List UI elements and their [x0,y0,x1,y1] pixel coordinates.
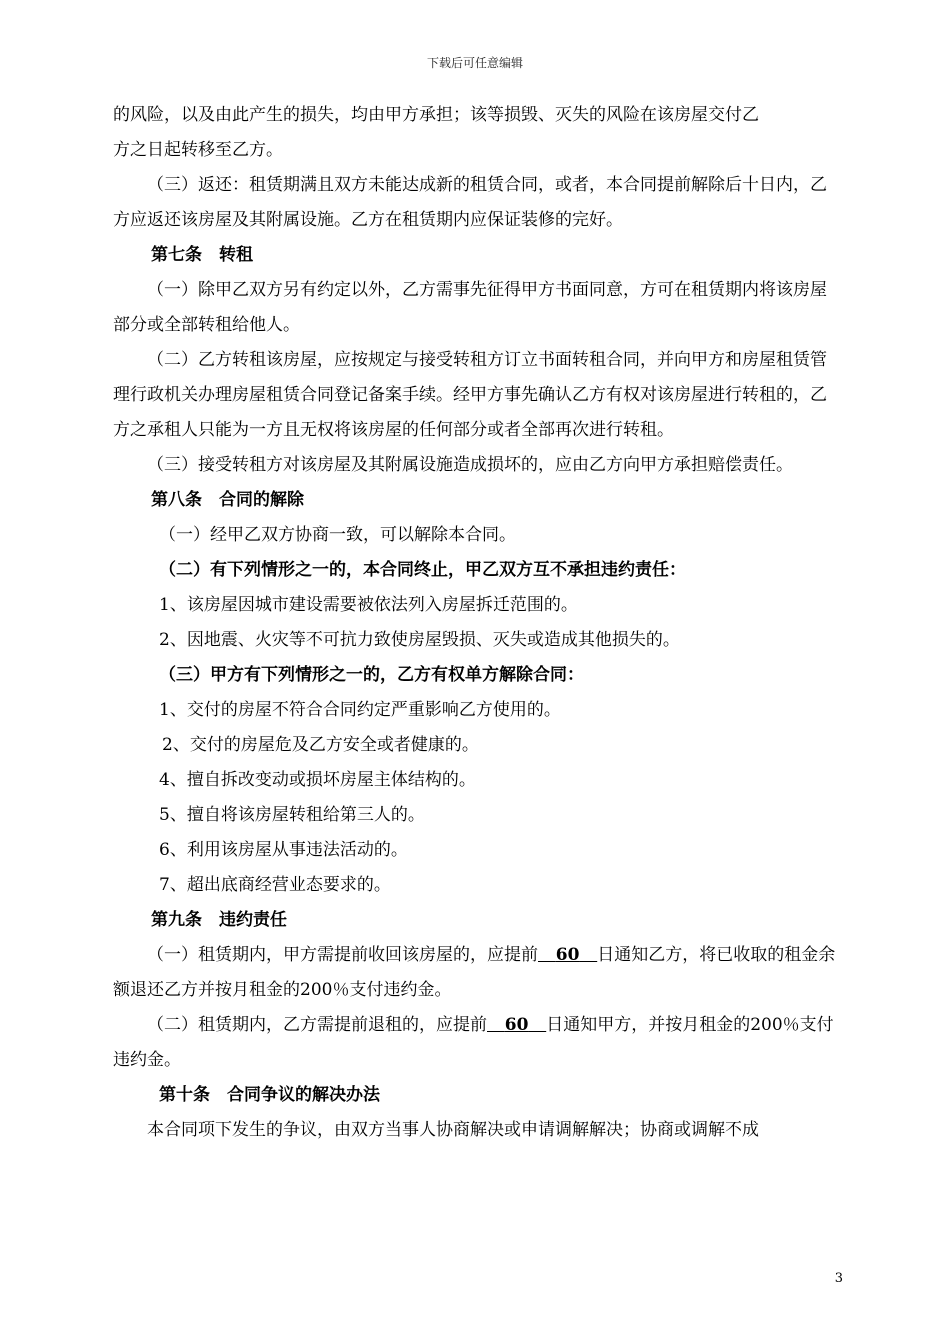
article-8-clause-3-item-6: 6、利用该房屋从事违法活动的。 [159,840,408,860]
article-8-clause-2-item-1: 1、该房屋因城市建设需要被依法列入房屋拆迁范围的。 [159,595,578,615]
paragraph-risk-line2: 方之日起转移至乙方。 [113,140,283,160]
document-body [113,98,841,1148]
article-8-clause-3-item-1: 1、交付的房屋不符合合同约定严重影响乙方使用的。 [159,700,561,720]
article-9-clause-2-notice-days: 60 [504,1015,529,1035]
page-number: 3 [834,1271,843,1286]
article-9-clause-2-text-before: （二）租赁期内，乙方需提前退租的，应提前 [147,1015,487,1035]
article-8-clause-1: （一）经甲乙双方协商一致，可以解除本合同。 [159,525,516,545]
paragraph-return: （三）返还：租赁期满且双方未能达成新的租赁合同，或者，本合同提前解除后十日内，乙方应返还该房屋及其附属设施。乙方在租赁期内应保证装修的完好。 [113,175,827,230]
paragraph-risk-line1: 的风险，以及由此产生的损失，均由甲方承担；该等损毁、灭失的风险在该房屋交付乙 [113,105,759,125]
article-7-clause-2: （二）乙方转租该房屋，应按规定与接受转租方订立书面转租合同，并向甲方和房屋租赁管理行政机关办理房屋租赁合同登记备案手续。经甲方事先确认乙方有权对该房屋进行转租的，乙方之承租人只能为一方且无权将该房屋的任何部分或者全部再次进行转租。 [113,350,827,440]
article-9-clause-1-text-after: 日通知乙方，将已收取的租金余额退还乙方并按月租金的200％支付违约金。 [113,945,836,1000]
article-8-clause-3-item-5: 5、擅自将该房屋转租给第三人的。 [159,805,425,825]
article-8-clause-3-item-4: 4、擅自拆改变动或损坏房屋主体结构的。 [159,770,476,790]
article-8-title: 第八条 合同的解除 [151,490,304,510]
article-9-clause-1-notice-days: 60 [555,945,580,965]
article-9-clause-2-text-after: 日通知甲方，并按月租金的200％支付违约金。 [113,1015,834,1070]
article-7-clause-1: （一）除甲乙双方另有约定以外，乙方需事先征得甲方书面同意，方可在租赁期内将该房屋部分或全部转租给他人。 [113,280,827,335]
article-9-clause-1 [113,938,841,1008]
article-10-title: 第十条 合同争议的解决办法 [159,1085,380,1105]
article-10-clause-1: 本合同项下发生的争议，由双方当事人协商解决或申请调解解决；协商或调解不成 [147,1120,759,1140]
article-8-clause-3-item-7: 7、超出底商经营业态要求的。 [159,875,391,895]
article-9-clause-1-text-before: （一）租赁期内，甲方需提前收回该房屋的，应提前 [147,945,538,965]
article-9-clause-2 [113,1008,841,1078]
article-8-clause-3-item-2: 2、交付的房屋危及乙方安全或者健康的。 [162,735,479,755]
article-8-clause-3: （三）甲方有下列情形之一的，乙方有权单方解除合同： [159,665,584,685]
article-7-clause-3: （三）接受转租方对该房屋及其附属设施造成损坏的，应由乙方向甲方承担赔偿责任。 [147,455,793,475]
article-9-title: 第九条 违约责任 [151,910,287,930]
article-8-clause-2-item-2: 2、因地震、火灾等不可抗力致使房屋毁损、灭失或造成其他损失的。 [159,630,680,650]
article-8-clause-2: （二）有下列情形之一的，本合同终止，甲乙双方互不承担违约责任： [159,560,686,580]
article-7-title: 第七条 转租 [151,245,253,265]
page-header: 下载后可任意编辑 [426,56,523,70]
